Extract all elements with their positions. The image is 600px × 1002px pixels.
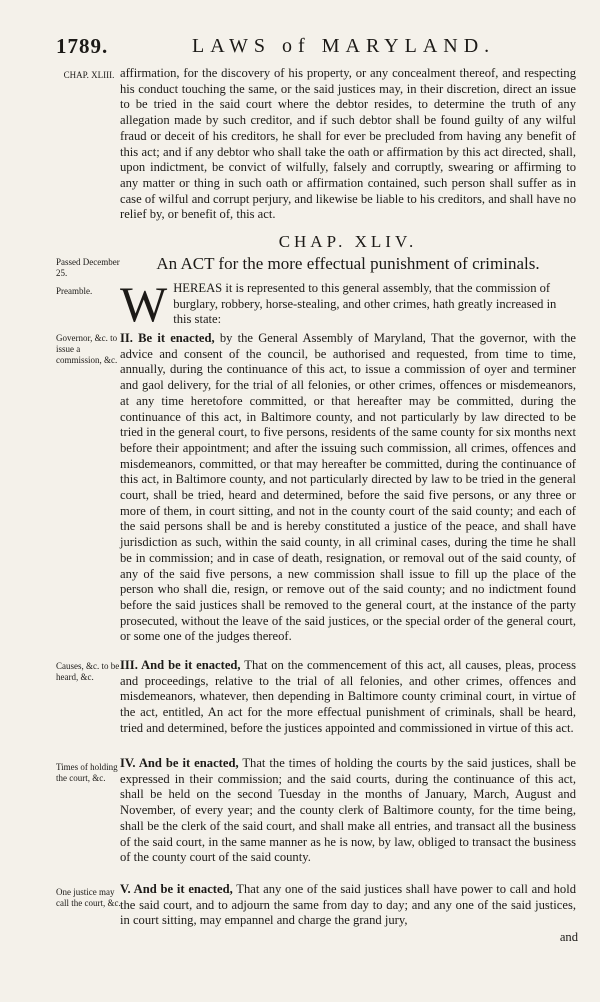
page-header <box>56 34 596 60</box>
section-4-text: That the times of holding the courts by the said justices, shall be expressed in their commission; and the said courts, during the continuance of this act, shall be held on the second Tuesday in the months of January, March, August and November, of every year; and the county clerk of Baltimore county, for the time being, shall be the clerk of the said court, and shall make all entries, and transact all the business of the said court, in the same manner as he is now, by law, obliged to transact the business of the county court of the said county. <box>120 756 576 865</box>
section-4 <box>120 756 576 866</box>
section-3-lead: III. And be it enacted, <box>120 658 241 672</box>
preamble <box>120 276 576 332</box>
chapter-43-text: affirmation, for the discovery of his property, or any concealment thereof, and respecting his conduct touching the same, or the said justices may, in their discretion, direct an issue to be tried in the said court where the debtor resides, to determine the truth of any allegation made by such creditor, and if such debtor shall be found guilty of any wilful fraud or deceit of his creditors, he shall for ever be precluded from having any benefit of this act; and if any debtor who shall take the oath or affirmation by this act directed, shall, upon indictment, be convict of wilfully, falsely and corruptly, swearing or affirming to any matter or thing in such oath or affirmation contained, such person shall suffer as in case of wilful and corrupt perjury, and likewise be liable to his creditors, and shall have no relief by, or benefit of, this act. <box>120 66 576 222</box>
margin-note-section-4: Times of holding the court, &c. <box>56 762 118 783</box>
section-2-text: by the General Assembly of Maryland, That the governor, with the advice and consent of the council, be authorised and requested, from time to time, annually, during the continuance of this act, to issue a commission of oyer and terminer and gaol delivery, for the trial of all felonies, or other crimes, offences or misdemeanors, at any time heretofore committed, or that hereafter may be committed, during the continuance of this act, in Baltimore county, and not particularly by law directed to be tried in the general court, to five persons, residents of the same county for six months next before their appointment; and after the issuing such commission, all crimes, offences and misdemeanors, committed, or that may hereafter be committed, during the continuance of this act, in Baltimore county, and not particularly directed by law to be tried in the general court, shall be tried, heard and determined, before the said five persons, or any three or more of them, in court sitting, and not in the county court of the said county; and each of the said persons shall be and is hereby constituted a justice of the peace, and shall have jurisdiction as such, within the said county, in all criminal cases, during the time he shall be in commission; and in case of death, resignation, or removal out of the said county, of any of the said five persons, a new commission shall issue to fill up the place of the person who shall die, resign, or remove out of the said county; and no indictment found before the said justices shall be removed to the general court, at the instance of the party prosecuted, without the leave of the said justices, or the special order of the general court, or some one of the judges thereof. <box>120 331 576 644</box>
section-3 <box>120 658 576 737</box>
chapter-heading: CHAP. XLIV. <box>278 232 418 251</box>
section-5-text: That any one of the said justices shall have power to call and hold the said court, and to adjourn the same from day to day; and any one of the said justices, in court sitting, may empannel and charge the grand jury, <box>120 882 577 928</box>
chapter-43-continuation <box>120 66 576 223</box>
running-title: LAWS of MARYLAND. <box>192 35 496 57</box>
act-title: An ACT for the more effectual punishment of criminals. <box>156 254 540 273</box>
margin-note-section-2: Governor, &c. to issue a commission, &c. <box>56 333 118 365</box>
section-5-lead: V. And be it enacted, <box>120 882 233 896</box>
margin-note-section-3: Causes, &c. to be heard, &c. <box>56 661 120 682</box>
margin-preamble-note: Preamble. <box>56 286 93 296</box>
margin-chapter-label: CHAP. XLIII. <box>63 70 115 80</box>
catchword: and <box>559 930 578 944</box>
page-year: 1789. <box>56 34 109 58</box>
section-3-text: That on the commencement of this act, all causes, pleas, process and proceedings, relative to the trial of all felonies, and other crimes, offences and misdemeanors, whatever, then depending in Baltimore county criminal court, in virtue of the act, entitled, An act for the more effectual punishment of criminals, shall be heard, tried and determined, before the justices appointed and commissioned in virtue of this act. <box>120 658 576 735</box>
section-4-lead: IV. And be it enacted, <box>120 756 239 770</box>
section-5 <box>120 882 576 929</box>
margin-passed-note: Passed December 25. <box>56 257 120 278</box>
drop-cap: W <box>120 276 168 332</box>
preamble-text: HEREAS it is represented to this general assembly, that the commission of burglary, robbery, horse-stealing, and other crimes, hath greatly increased in this state: <box>173 281 557 326</box>
margin-note-section-5: One justice may call the court, &c. <box>56 887 121 908</box>
section-2-lead: II. Be it enacted, <box>120 331 215 345</box>
section-2 <box>120 331 576 645</box>
